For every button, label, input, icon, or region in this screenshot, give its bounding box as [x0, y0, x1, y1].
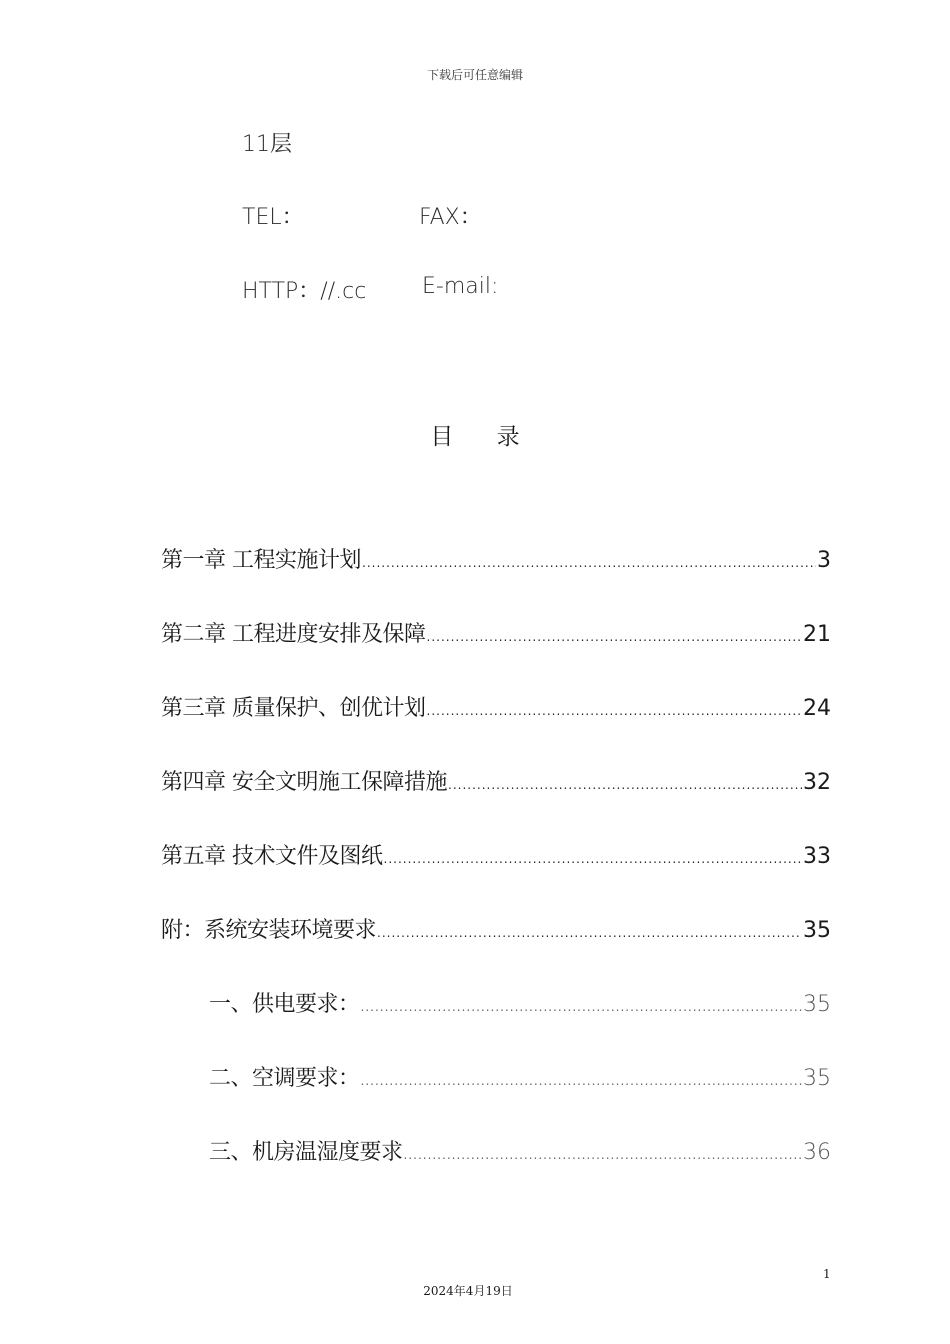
toc-entry-label: 附：系统安装环境要求: [161, 918, 377, 943]
toc-entry-page: 24: [803, 696, 831, 721]
toc-entry-chapter-1[interactable]: [161, 543, 831, 574]
floor-line: 11层: [242, 132, 292, 157]
tel-label: TEL：: [242, 205, 304, 230]
dot-leader: [377, 926, 802, 940]
dot-leader: [427, 704, 803, 718]
dot-leader: [427, 630, 803, 644]
toc-entry-page: 33: [803, 844, 831, 869]
toc-entry-label: 第二章 工程进度安排及保障: [161, 622, 426, 647]
dot-leader: [361, 1000, 802, 1014]
toc-entry-label: 一、供电要求：: [209, 992, 360, 1017]
toc-entry-page: 35: [803, 1066, 831, 1091]
dot-leader: [404, 1148, 802, 1162]
page-number: 1: [823, 1267, 831, 1281]
toc-entry-label: 三、机房温湿度要求: [209, 1140, 403, 1165]
toc-title: 目 录: [430, 424, 538, 450]
tel-fax-line: [242, 200, 482, 231]
toc-entry-page: 36: [803, 1140, 831, 1165]
email-label: E-mail:: [422, 274, 499, 299]
toc-entry-temperature-humidity[interactable]: [209, 1135, 831, 1166]
toc-entry-ac-requirements[interactable]: [209, 1061, 831, 1092]
toc-entry-chapter-3[interactable]: [161, 691, 831, 722]
toc-entry-label: 第三章 质量保护、创优计划: [161, 696, 426, 721]
toc-entry-page: 3: [817, 548, 831, 573]
toc-entry-label: 二、空调要求：: [209, 1066, 360, 1091]
fax-label: FAX：: [419, 205, 482, 230]
toc-entry-label: 第四章 安全文明施工保障措施: [161, 770, 447, 795]
toc-entry-page: 21: [803, 622, 831, 647]
toc-entry-label: 第五章 技术文件及图纸: [161, 844, 383, 869]
http-email-line: [242, 274, 499, 305]
toc-entry-chapter-2[interactable]: [161, 617, 831, 648]
footer-date: 2024年4月19日: [423, 1284, 513, 1298]
header-note: 下载后可任意编辑: [426, 68, 523, 82]
toc-entry-page: 32: [803, 770, 831, 795]
toc-entry-chapter-5[interactable]: [161, 839, 831, 870]
toc-entry-page: 35: [803, 918, 831, 943]
dot-leader: [384, 852, 803, 866]
toc-entry-page: 35: [803, 992, 831, 1017]
dot-leader: [448, 778, 802, 792]
dot-leader: [362, 556, 816, 570]
toc-entry-label: 第一章 工程实施计划: [161, 548, 361, 573]
http-label: HTTP：//.cc: [242, 279, 367, 304]
toc-entry-chapter-4[interactable]: [161, 765, 831, 796]
toc-entry-power-requirements[interactable]: [209, 987, 831, 1018]
toc-entry-appendix[interactable]: [161, 913, 831, 944]
dot-leader: [361, 1074, 802, 1088]
